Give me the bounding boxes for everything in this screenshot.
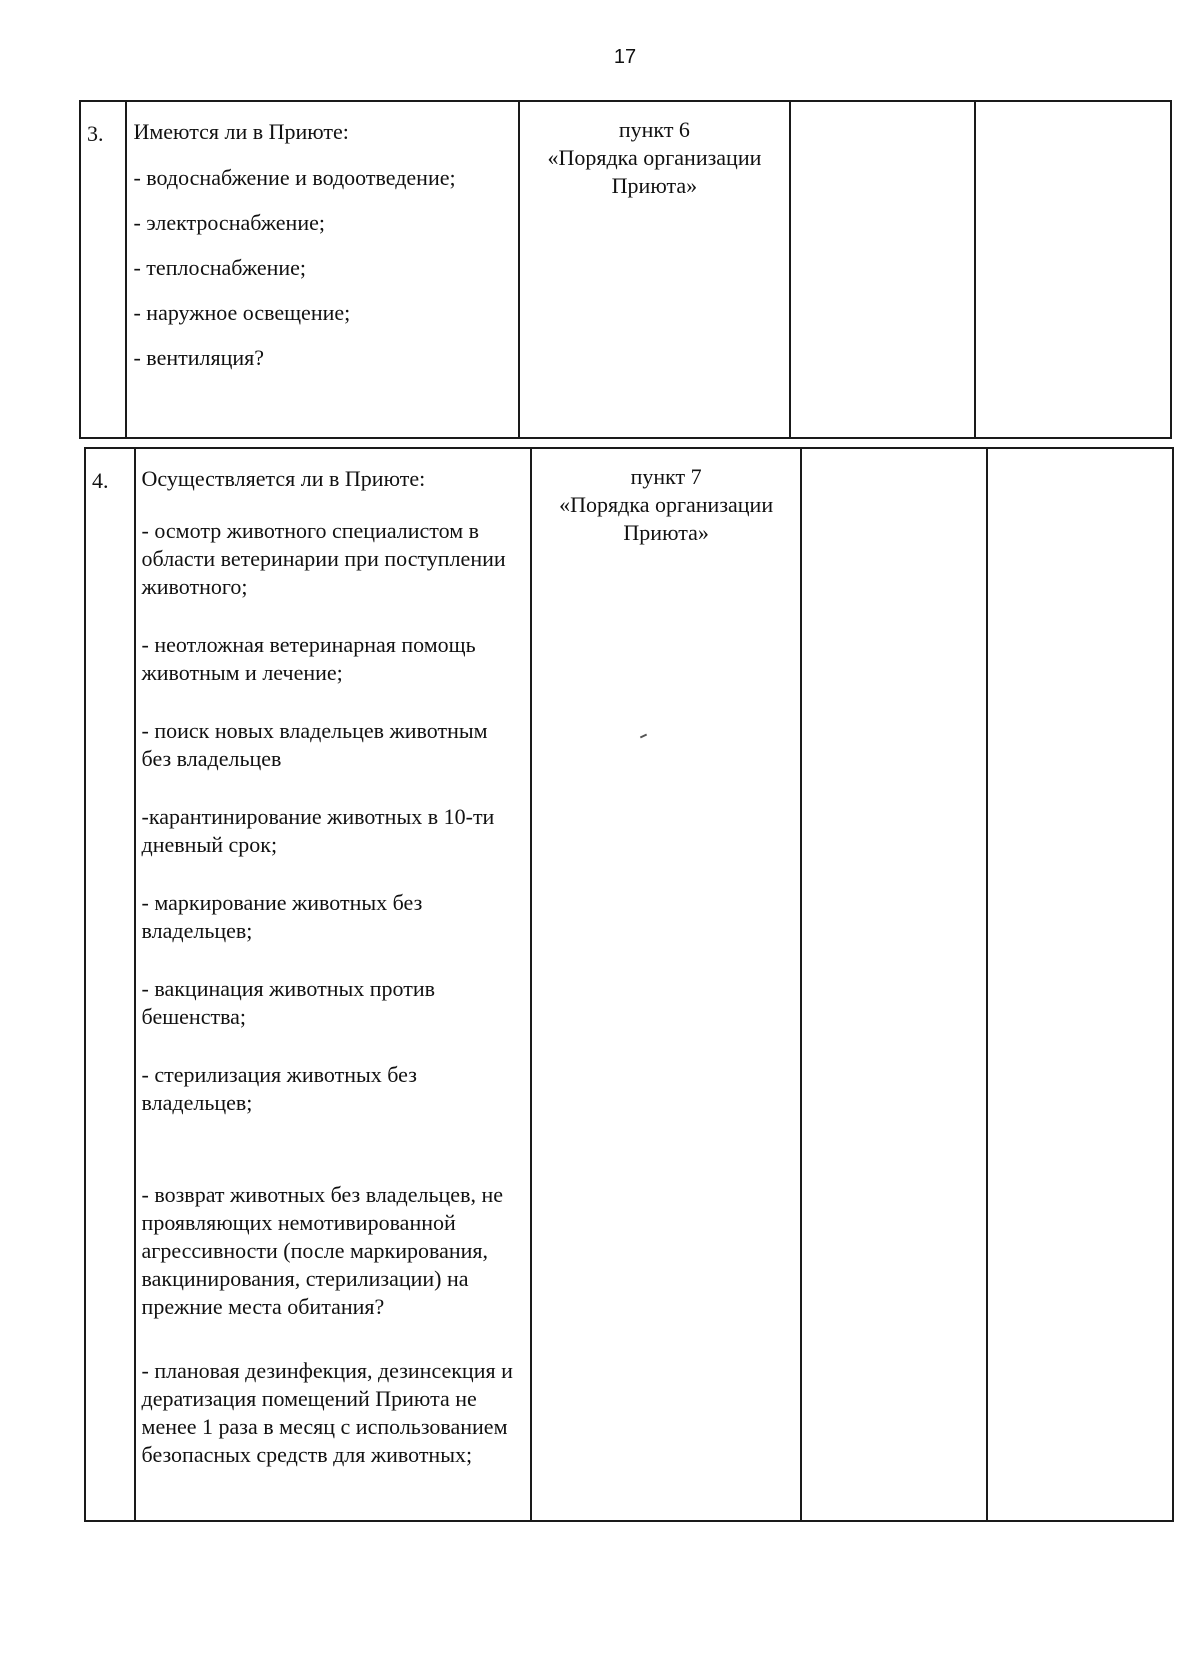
reference-line: «Порядка организации xyxy=(547,145,762,170)
question-item: - плановая дезинфекция, дезинсекция и дератизация помещений Приюта не менее 1 раза в месяц с использованием безопасных средств для животных; xyxy=(141,1358,513,1467)
reference-cell xyxy=(519,101,790,438)
question-item: - неотложная ветеринарная помощь животным и лечение; xyxy=(141,632,476,685)
page-number: 17 xyxy=(613,46,637,68)
question-title: Осуществляется ли в Приюте: xyxy=(141,466,426,491)
table-row xyxy=(85,448,1173,1521)
reference-line: пункт 7 xyxy=(630,464,702,489)
question-item: - вентиляция? xyxy=(133,345,265,370)
question-item: - осмотр животного специалистом в области ветеринарии при поступлении животного; xyxy=(141,518,506,599)
row-number-cell xyxy=(80,101,126,438)
question-cell xyxy=(126,101,519,438)
question-item: - стерилизация животных без владельцев; xyxy=(141,1062,417,1115)
question-item: - поиск новых владельцев животным без владельцев xyxy=(141,718,488,771)
reference-cell xyxy=(531,448,801,1521)
checklist-table-row-4 xyxy=(84,447,1174,1522)
reference-line: «Порядка организации xyxy=(559,492,774,517)
row-number: 4. xyxy=(92,468,109,493)
reference-line: пункт 6 xyxy=(618,117,690,142)
reference-line: Приюта» xyxy=(611,173,698,198)
question-item: - возврат животных без владельцев, не проявляющих немотивированной агрессивности (после маркирования, вакцинирования, стерилизации) на прежние места обитания? xyxy=(141,1182,503,1319)
question-title: Имеются ли в Приюте: xyxy=(133,119,349,144)
note-cell xyxy=(975,101,1171,438)
question-item: - вакцинация животных против бешенства; xyxy=(141,976,436,1029)
question-cell xyxy=(135,448,531,1521)
note-cell xyxy=(987,448,1173,1521)
table-row xyxy=(80,101,1171,438)
answer-cell xyxy=(790,101,975,438)
question-item: - теплоснабжение; xyxy=(133,255,307,280)
row-number: 3. xyxy=(87,121,104,146)
question-item: -карантинирование животных в 10-ти дневный срок; xyxy=(141,804,495,857)
question-item: - маркирование животных без владельцев; xyxy=(141,890,423,943)
question-item: - электроснабжение; xyxy=(133,210,325,235)
row-number-cell xyxy=(85,448,135,1521)
question-item: - наружное освещение; xyxy=(133,300,351,325)
answer-cell xyxy=(801,448,987,1521)
checklist-table-row-3 xyxy=(79,100,1172,439)
question-item: - водоснабжение и водоотведение; xyxy=(133,165,456,190)
reference-line: Приюта» xyxy=(623,520,709,545)
